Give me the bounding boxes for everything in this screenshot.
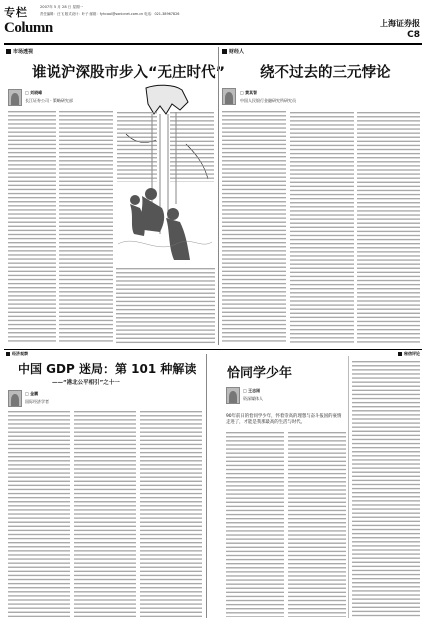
author-affiliation-2: 中国人民银行金融研究所研究员: [240, 98, 296, 103]
article-4-lead: 90年前日的恰同学少年，怀着崇高的理想与奋斗报国的豪情走进了，才能是我那最高的生活与时代。: [226, 414, 342, 425]
section-label-2: 财经人: [222, 48, 244, 55]
column-divider-right: [348, 356, 349, 618]
article-4-body-col-3: [352, 361, 420, 617]
section-marker: [398, 352, 402, 356]
section-label-1: 市场透视: [6, 48, 33, 55]
article-3-body-col-2: [74, 411, 136, 617]
column-divider: [218, 47, 219, 345]
author-name-1: □ 刘晓峰: [25, 90, 43, 95]
header-rule: [4, 43, 422, 45]
article-3-body-col-1: [8, 411, 70, 617]
column-label: 专栏: [4, 6, 28, 19]
article-2-body-col-2: [290, 112, 354, 344]
section-marker: [6, 49, 11, 54]
column-label-en: Column: [4, 20, 53, 36]
column-divider-bottom: [206, 354, 207, 618]
article-4-body-col-1: [226, 432, 284, 617]
article-3-body-col-3: [140, 411, 202, 617]
masthead: 上海证券报: [380, 18, 420, 28]
author-name-2: □ 黄其智: [240, 90, 258, 95]
article-2-body-col-1: [222, 111, 286, 344]
article-2-title: 绕不过去的三元悖论: [260, 65, 391, 81]
bottom-left-side-label: 经济观察: [6, 351, 28, 357]
bottom-right-side-label: 秘信评论: [398, 351, 420, 357]
middle-rule: [4, 349, 422, 350]
author-photo-4: [226, 387, 240, 404]
article-4-body-col-2: [288, 432, 346, 617]
article-2-body-col-3: [357, 112, 420, 344]
article-1-body-col-5: [170, 112, 214, 182]
article-1-body-col-2: [59, 111, 113, 344]
date-line: 2007年 5 月 28 日 星期一: [40, 5, 84, 9]
author-affiliation-1: 长江证券公司 · 策略研究部: [25, 98, 73, 103]
article-3-title: 中国 GDP 迷局：第 101 种解读: [18, 362, 197, 376]
author-photo-3: [8, 390, 22, 407]
article-3-subtitle: ——“港北公平相引”之十一: [52, 380, 120, 386]
author-name-4: □ 王志刚: [243, 388, 261, 393]
column-logo: [4, 4, 53, 44]
author-affiliation-3: 国际经济学者: [25, 399, 49, 404]
article-4-title: 恰同学少年: [227, 366, 293, 381]
section-marker: [6, 352, 10, 356]
author-name-3: □ 金鹏: [25, 391, 39, 396]
article-1-body-col-3: [117, 112, 157, 182]
article-1-title: 谁说沪深股市步入“无庄时代”: [32, 65, 226, 81]
section-marker: [222, 49, 227, 54]
article-1-body-col-1: [8, 111, 56, 344]
editor-line: 责任编辑：汪飞 版式设计：叶子 邮箱：fyhcool@sonicnet.com.cn 电话：021-38967826: [40, 12, 180, 16]
author-affiliation-4: 资深媒体人: [243, 396, 263, 401]
page-number: C8: [407, 30, 420, 40]
author-photo-2: [222, 88, 236, 105]
author-photo-1: [8, 89, 22, 106]
article-1-body-col-4: [116, 268, 215, 344]
